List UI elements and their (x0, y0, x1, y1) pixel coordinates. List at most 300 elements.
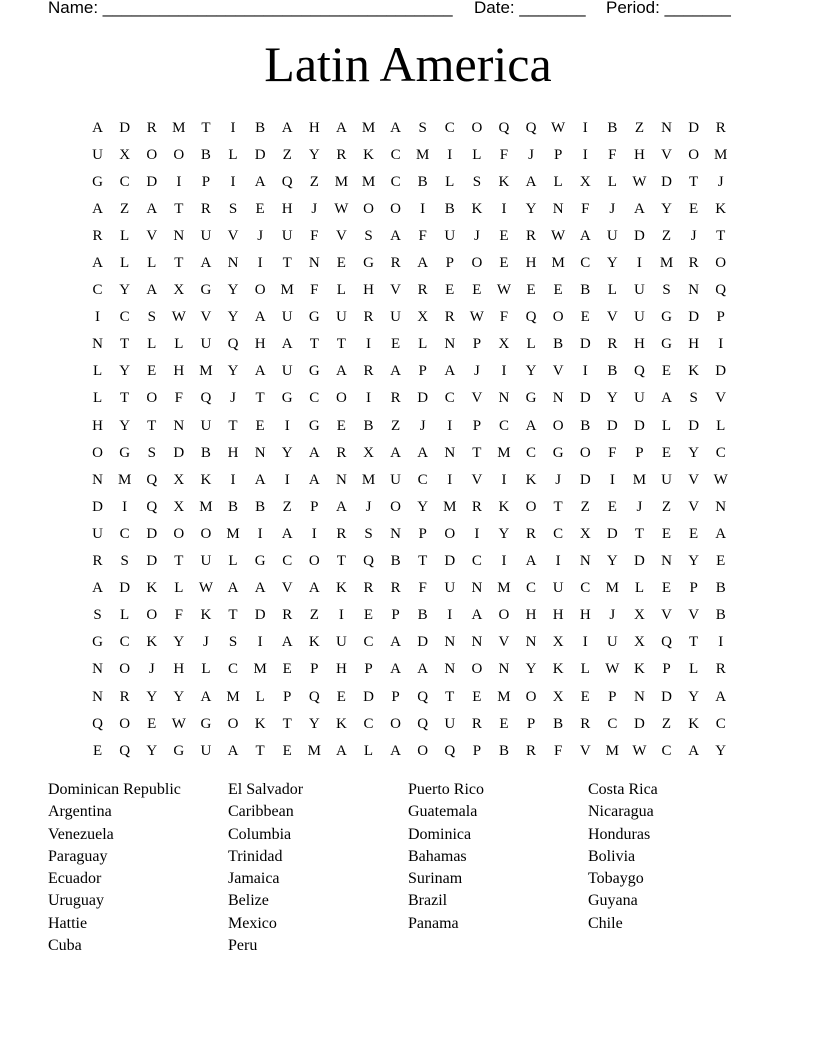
grid-letter[interactable]: A (390, 634, 401, 651)
grid-letter[interactable]: Y (688, 688, 700, 705)
grid-letter[interactable]: N (525, 634, 537, 651)
grid-letter[interactable]: T (255, 742, 265, 759)
grid-letter[interactable]: U (281, 309, 293, 326)
grid-letter[interactable]: P (716, 309, 725, 326)
grid-letter[interactable]: Z (309, 173, 319, 190)
grid-letter[interactable]: A (525, 553, 537, 570)
grid-letter[interactable]: A (281, 336, 293, 353)
grid-letter[interactable]: U (634, 390, 645, 407)
grid-letter[interactable]: N (634, 688, 645, 705)
grid-letter[interactable]: C (119, 309, 130, 326)
grid-letter[interactable]: Y (606, 390, 618, 407)
grid-letter[interactable]: N (552, 390, 564, 407)
grid-letter[interactable]: I (582, 634, 588, 651)
grid-letter[interactable]: R (363, 309, 374, 326)
grid-letter[interactable]: U (200, 227, 212, 244)
grid-letter[interactable]: I (257, 255, 263, 272)
grid-letter[interactable]: E (661, 444, 672, 461)
grid-letter[interactable]: L (634, 580, 644, 597)
grid-letter[interactable]: E (580, 688, 590, 705)
grid-letter[interactable]: Z (120, 200, 130, 217)
grid-letter[interactable]: N (254, 444, 266, 461)
grid-letter[interactable]: A (281, 634, 293, 651)
grid-letter[interactable]: A (634, 200, 645, 217)
grid-letter[interactable]: D (254, 607, 266, 624)
grid-letter[interactable]: J (203, 634, 209, 651)
grid-letter[interactable]: D (579, 471, 591, 488)
grid-letter[interactable]: A (335, 742, 347, 759)
grid-letter[interactable]: C (444, 390, 455, 407)
grid-letter[interactable]: R (282, 607, 293, 624)
grid-letter[interactable]: N (227, 255, 239, 272)
grid-letter[interactable]: T (282, 255, 292, 272)
grid-letter[interactable]: T (228, 607, 238, 624)
grid-letter[interactable]: N (335, 471, 347, 488)
grid-letter[interactable]: G (552, 444, 564, 461)
grid-letter[interactable]: R (390, 390, 401, 407)
grid-letter[interactable]: D (444, 553, 456, 570)
grid-letter[interactable]: A (417, 444, 429, 461)
grid-letter[interactable]: T (174, 200, 184, 217)
grid-letter[interactable]: B (200, 146, 211, 163)
grid-letter[interactable]: E (661, 363, 672, 380)
grid-letter[interactable]: I (365, 336, 371, 353)
grid-letter[interactable]: D (634, 227, 645, 244)
grid-letter[interactable]: O (579, 444, 591, 461)
grid-letter[interactable]: J (636, 498, 643, 515)
grid-letter[interactable]: K (363, 146, 374, 163)
grid-letter[interactable]: J (690, 227, 697, 244)
grid-letter[interactable]: V (688, 498, 700, 515)
grid-letter[interactable]: B (553, 715, 564, 732)
grid-letter[interactable]: P (662, 661, 671, 678)
grid-letter[interactable]: C (309, 390, 320, 407)
grid-letter[interactable]: E (472, 688, 482, 705)
grid-letter[interactable]: O (92, 444, 103, 461)
grid-letter[interactable]: P (472, 742, 482, 759)
grid-letter[interactable]: U (606, 634, 618, 651)
grid-letter[interactable]: T (120, 390, 130, 407)
grid-letter[interactable]: L (228, 553, 238, 570)
grid-letter[interactable]: V (606, 309, 618, 326)
grid-letter[interactable]: A (254, 173, 266, 190)
grid-letter[interactable]: F (499, 309, 509, 326)
grid-letter[interactable]: R (607, 336, 618, 353)
grid-letter[interactable]: R (363, 580, 374, 597)
grid-letter[interactable]: M (497, 580, 511, 597)
grid-letter[interactable]: A (688, 742, 700, 759)
grid-letter[interactable]: G (525, 390, 537, 407)
grid-letter[interactable]: X (173, 498, 185, 515)
grid-letter[interactable]: L (147, 255, 157, 272)
grid-letter[interactable]: C (607, 715, 618, 732)
grid-letter[interactable]: J (230, 390, 236, 407)
grid-letter[interactable]: P (391, 607, 400, 624)
grid-letter[interactable]: N (390, 525, 401, 542)
grid-letter[interactable]: A (146, 282, 158, 299)
grid-letter[interactable]: H (173, 661, 185, 678)
grid-letter[interactable]: H (227, 444, 239, 461)
grid-letter[interactable]: B (255, 498, 266, 515)
grid-letter[interactable]: R (715, 119, 726, 136)
grid-letter[interactable]: D (119, 119, 131, 136)
grid-letter[interactable]: A (227, 742, 239, 759)
grid-letter[interactable]: T (445, 688, 455, 705)
grid-letter[interactable]: S (228, 200, 238, 217)
grid-letter[interactable]: I (501, 200, 507, 217)
grid-letter[interactable]: K (471, 200, 483, 217)
grid-letter[interactable]: M (226, 525, 240, 542)
grid-letter[interactable]: C (119, 634, 130, 651)
grid-letter[interactable]: H (525, 255, 537, 272)
grid-letter[interactable]: A (390, 742, 401, 759)
grid-letter[interactable]: G (308, 417, 320, 434)
grid-letter[interactable]: K (525, 471, 537, 488)
grid-letter[interactable]: F (608, 146, 617, 163)
grid-letter[interactable]: Y (308, 715, 320, 732)
grid-letter[interactable]: F (418, 227, 427, 244)
grid-letter[interactable]: Y (688, 444, 700, 461)
grid-letter[interactable]: P (472, 417, 482, 434)
grid-letter[interactable]: A (335, 363, 347, 380)
grid-letter[interactable]: U (92, 146, 103, 163)
grid-letter[interactable]: Y (417, 498, 429, 515)
grid-letter[interactable]: Y (606, 553, 618, 570)
grid-letter[interactable]: Y (173, 688, 185, 705)
grid-letter[interactable]: T (634, 525, 644, 542)
grid-letter[interactable]: Y (606, 255, 618, 272)
grid-letter[interactable]: U (444, 227, 456, 244)
grid-letter[interactable]: R (688, 255, 699, 272)
grid-letter[interactable]: N (498, 390, 510, 407)
grid-letter[interactable]: O (417, 742, 429, 759)
grid-letter[interactable]: H (634, 336, 645, 353)
grid-letter[interactable]: T (336, 336, 346, 353)
grid-letter[interactable]: U (281, 363, 293, 380)
grid-letter[interactable]: L (580, 661, 590, 678)
date-field[interactable]: Date: _______ (474, 0, 586, 17)
grid-letter[interactable]: P (689, 580, 698, 597)
grid-letter[interactable]: R (390, 580, 401, 597)
grid-letter[interactable]: A (715, 525, 727, 542)
grid-letter[interactable]: E (255, 417, 265, 434)
grid-letter[interactable]: N (579, 553, 591, 570)
grid-letter[interactable]: L (363, 742, 374, 759)
grid-letter[interactable]: C (526, 580, 537, 597)
grid-letter[interactable]: D (146, 525, 158, 542)
grid-letter[interactable]: N (552, 200, 564, 217)
grid-letter[interactable]: O (227, 715, 239, 732)
grid-letter[interactable]: A (308, 580, 320, 597)
grid-letter[interactable]: C (119, 525, 130, 542)
grid-letter[interactable]: V (552, 363, 564, 380)
grid-letter[interactable]: C (715, 444, 726, 461)
grid-letter[interactable]: I (176, 173, 182, 190)
grid-letter[interactable]: I (230, 471, 236, 488)
grid-letter[interactable]: J (419, 417, 426, 434)
grid-letter[interactable]: A (525, 173, 537, 190)
grid-letter[interactable]: Z (634, 119, 644, 136)
grid-letter[interactable]: Q (119, 742, 131, 759)
grid-letter[interactable]: G (200, 282, 212, 299)
grid-letter[interactable]: L (607, 282, 617, 299)
grid-letter[interactable]: N (688, 282, 700, 299)
grid-letter[interactable]: P (418, 363, 427, 380)
grid-letter[interactable]: B (417, 607, 428, 624)
grid-letter[interactable]: G (281, 390, 293, 407)
grid-letter[interactable]: L (120, 607, 130, 624)
grid-letter[interactable]: S (472, 173, 482, 190)
grid-letter[interactable]: E (499, 715, 509, 732)
grid-letter[interactable]: K (688, 363, 700, 380)
grid-letter[interactable]: J (473, 227, 480, 244)
grid-letter[interactable]: E (255, 200, 265, 217)
grid-letter[interactable]: O (688, 146, 700, 163)
grid-letter[interactable]: U (335, 634, 347, 651)
grid-letter[interactable]: M (172, 119, 186, 136)
grid-letter[interactable]: I (257, 634, 263, 651)
grid-letter[interactable]: L (445, 173, 455, 190)
grid-letter[interactable]: O (308, 553, 320, 570)
grid-letter[interactable]: B (607, 119, 618, 136)
grid-letter[interactable]: M (497, 688, 511, 705)
grid-letter[interactable]: N (444, 444, 456, 461)
grid-letter[interactable]: Q (200, 390, 212, 407)
grid-letter[interactable]: J (148, 661, 155, 678)
grid-letter[interactable]: U (390, 309, 401, 326)
grid-letter[interactable]: A (92, 200, 103, 217)
grid-letter[interactable]: E (472, 282, 482, 299)
grid-letter[interactable]: T (201, 119, 211, 136)
grid-letter[interactable]: K (146, 634, 158, 651)
grid-letter[interactable]: K (552, 661, 564, 678)
grid-letter[interactable]: M (199, 498, 213, 515)
grid-letter[interactable]: U (661, 471, 672, 488)
grid-letter[interactable]: I (636, 255, 642, 272)
grid-letter[interactable]: A (417, 255, 429, 272)
grid-letter[interactable]: G (661, 336, 672, 353)
grid-letter[interactable]: B (553, 336, 564, 353)
grid-letter[interactable]: D (254, 146, 266, 163)
grid-letter[interactable]: E (499, 227, 509, 244)
grid-letter[interactable]: Z (661, 227, 672, 244)
grid-letter[interactable]: E (580, 309, 590, 326)
grid-letter[interactable]: D (606, 417, 618, 434)
grid-letter[interactable]: W (171, 309, 186, 326)
grid-letter[interactable]: Q (227, 336, 239, 353)
grid-letter[interactable]: R (200, 200, 211, 217)
grid-letter[interactable]: J (473, 363, 480, 380)
grid-letter[interactable]: R (336, 146, 347, 163)
grid-letter[interactable]: S (418, 119, 427, 136)
grid-letter[interactable]: I (501, 471, 507, 488)
grid-letter[interactable]: I (555, 553, 561, 570)
grid-letter[interactable]: T (336, 553, 346, 570)
grid-letter[interactable]: C (444, 119, 455, 136)
grid-letter[interactable]: T (309, 336, 319, 353)
grid-letter[interactable]: P (553, 146, 563, 163)
grid-letter[interactable]: A (390, 363, 401, 380)
grid-letter[interactable]: S (147, 309, 156, 326)
grid-letter[interactable]: U (634, 282, 645, 299)
grid-letter[interactable]: E (363, 607, 374, 624)
grid-letter[interactable]: K (254, 715, 266, 732)
grid-letter[interactable]: T (689, 173, 699, 190)
grid-letter[interactable]: E (661, 580, 672, 597)
grid-letter[interactable]: X (363, 444, 374, 461)
grid-letter[interactable]: A (200, 688, 212, 705)
grid-letter[interactable]: L (336, 282, 346, 299)
grid-letter[interactable]: Q (444, 742, 456, 759)
grid-letter[interactable]: W (632, 173, 647, 190)
grid-letter[interactable]: N (173, 417, 185, 434)
grid-letter[interactable]: N (471, 634, 483, 651)
grid-letter[interactable]: F (553, 742, 563, 759)
grid-letter[interactable]: H (92, 417, 103, 434)
grid-letter[interactable]: M (199, 363, 213, 380)
grid-letter[interactable]: U (335, 309, 347, 326)
grid-letter[interactable]: T (472, 444, 482, 461)
grid-letter[interactable]: F (418, 580, 427, 597)
grid-letter[interactable]: B (417, 173, 428, 190)
grid-letter[interactable]: Y (525, 661, 537, 678)
grid-letter[interactable]: A (254, 363, 266, 380)
grid-letter[interactable]: Y (308, 146, 320, 163)
grid-letter[interactable]: Z (282, 146, 292, 163)
grid-letter[interactable]: S (228, 634, 238, 651)
grid-letter[interactable]: M (605, 580, 619, 597)
grid-letter[interactable]: E (147, 715, 157, 732)
grid-letter[interactable]: A (390, 119, 401, 136)
grid-letter[interactable]: W (551, 119, 566, 136)
grid-letter[interactable]: H (335, 661, 347, 678)
grid-letter[interactable]: T (282, 715, 292, 732)
grid-letter[interactable]: I (284, 471, 290, 488)
grid-letter[interactable]: I (447, 417, 453, 434)
grid-letter[interactable]: N (92, 336, 103, 353)
grid-letter[interactable]: F (499, 146, 509, 163)
grid-letter[interactable]: K (335, 580, 347, 597)
grid-letter[interactable]: N (444, 661, 456, 678)
grid-letter[interactable]: M (307, 742, 321, 759)
grid-letter[interactable]: A (715, 688, 727, 705)
grid-letter[interactable]: R (580, 715, 591, 732)
grid-letter[interactable]: A (308, 471, 320, 488)
grid-letter[interactable]: A (254, 309, 266, 326)
word-search-grid[interactable] (84, 114, 735, 764)
grid-letter[interactable]: O (335, 390, 347, 407)
grid-letter[interactable]: J (609, 200, 616, 217)
grid-letter[interactable]: L (120, 255, 130, 272)
grid-letter[interactable]: M (361, 119, 376, 136)
grid-letter[interactable]: E (445, 282, 455, 299)
grid-letter[interactable]: C (715, 715, 726, 732)
grid-letter[interactable]: K (715, 200, 727, 217)
grid-letter[interactable]: W (496, 282, 512, 299)
grid-letter[interactable]: E (336, 255, 346, 272)
grid-letter[interactable]: A (471, 607, 483, 624)
grid-letter[interactable]: O (254, 282, 266, 299)
grid-letter[interactable]: N (173, 227, 185, 244)
grid-letter[interactable]: D (417, 634, 429, 651)
grid-letter[interactable]: A (227, 580, 239, 597)
grid-letter[interactable]: L (607, 173, 617, 190)
grid-letter[interactable]: O (498, 607, 510, 624)
grid-letter[interactable]: O (715, 255, 727, 272)
grid-letter[interactable]: J (365, 498, 372, 515)
grid-letter[interactable]: P (310, 498, 319, 515)
grid-letter[interactable]: A (146, 200, 158, 217)
grid-letter[interactable]: N (444, 634, 456, 651)
grid-letter[interactable]: D (173, 444, 185, 461)
grid-letter[interactable]: R (92, 227, 103, 244)
grid-letter[interactable]: P (364, 661, 373, 678)
grid-letter[interactable]: M (497, 444, 511, 461)
grid-letter[interactable]: A (661, 390, 672, 407)
grid-letter[interactable]: E (689, 200, 699, 217)
grid-letter[interactable]: C (92, 282, 103, 299)
grid-letter[interactable]: D (715, 363, 727, 380)
grid-letter[interactable]: O (525, 688, 537, 705)
grid-letter[interactable]: R (146, 119, 157, 136)
grid-letter[interactable]: C (661, 742, 672, 759)
grid-letter[interactable]: E (499, 255, 509, 272)
grid-letter[interactable]: P (418, 525, 427, 542)
grid-letter[interactable]: A (525, 417, 537, 434)
grid-letter[interactable]: P (391, 688, 400, 705)
grid-letter[interactable]: I (501, 363, 507, 380)
grid-letter[interactable]: T (255, 390, 265, 407)
grid-letter[interactable]: G (173, 742, 185, 759)
grid-letter[interactable]: K (688, 715, 700, 732)
grid-letter[interactable]: R (336, 444, 347, 461)
grid-letter[interactable]: K (200, 607, 212, 624)
grid-letter[interactable]: A (200, 255, 212, 272)
grid-letter[interactable]: Y (661, 200, 672, 217)
grid-letter[interactable]: S (93, 607, 102, 624)
grid-letter[interactable]: T (174, 553, 184, 570)
grid-letter[interactable]: R (471, 498, 482, 515)
grid-letter[interactable]: A (308, 444, 320, 461)
grid-letter[interactable]: I (474, 525, 480, 542)
grid-letter[interactable]: Z (390, 417, 401, 434)
grid-letter[interactable]: A (444, 363, 456, 380)
grid-letter[interactable]: K (634, 661, 645, 678)
grid-letter[interactable]: R (390, 255, 401, 272)
grid-letter[interactable]: A (579, 227, 591, 244)
name-field[interactable]: Name: _____________________________________ (48, 0, 453, 17)
grid-letter[interactable]: V (146, 227, 158, 244)
grid-letter[interactable]: D (688, 417, 700, 434)
grid-letter[interactable]: O (390, 498, 401, 515)
grid-letter[interactable]: D (688, 309, 700, 326)
grid-letter[interactable]: J (311, 200, 318, 217)
grid-letter[interactable]: C (363, 634, 374, 651)
grid-letter[interactable]: Q (498, 119, 510, 136)
grid-letter[interactable]: P (472, 336, 482, 353)
grid-letter[interactable]: U (552, 580, 564, 597)
grid-letter[interactable]: R (471, 715, 482, 732)
grid-letter[interactable]: W (713, 471, 728, 488)
grid-letter[interactable]: E (390, 336, 401, 353)
grid-letter[interactable]: H (634, 146, 645, 163)
grid-letter[interactable]: D (661, 688, 672, 705)
grid-letter[interactable]: Q (525, 309, 537, 326)
grid-letter[interactable]: Q (146, 471, 158, 488)
grid-letter[interactable]: X (634, 634, 645, 651)
grid-letter[interactable]: K (308, 634, 320, 651)
grid-letter[interactable]: Y (119, 363, 131, 380)
